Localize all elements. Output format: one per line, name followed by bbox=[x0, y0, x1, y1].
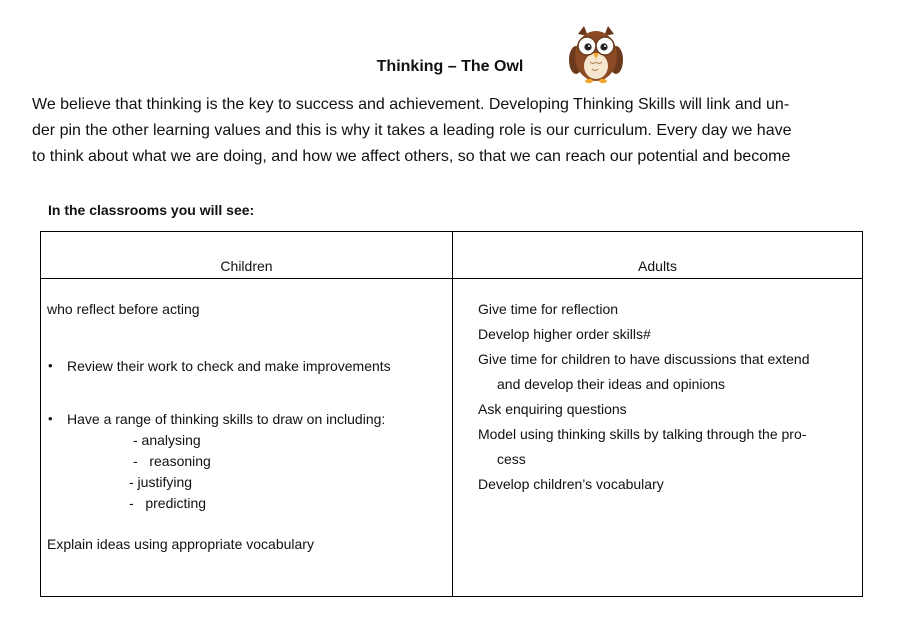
children-closing: Explain ideas using appropriate vocabulary bbox=[47, 536, 314, 552]
adult-line: Give time for children to have discussions that extend bbox=[478, 351, 810, 367]
list-item: • Review their work to check and make improvements bbox=[67, 358, 391, 374]
skills-table bbox=[40, 231, 863, 597]
adult-line: Develop children’s vocabulary bbox=[478, 476, 664, 492]
adult-line: Give time for reflection bbox=[478, 301, 619, 317]
column-header-adults: Adults bbox=[453, 232, 863, 279]
intro-line: to think about what we are doing, and how we affect others, so that we can reach our potential and become bbox=[32, 148, 791, 165]
page-title: Thinking – The Owl bbox=[376, 58, 524, 75]
adults-cell bbox=[453, 279, 863, 597]
skill-item: - reasoning bbox=[133, 453, 211, 469]
adult-line: Ask enquiring questions bbox=[478, 401, 627, 417]
list-item: • Have a range of thinking skills to draw on including: bbox=[67, 411, 385, 427]
adult-line: Model using thinking skills by talking through the pro- bbox=[478, 426, 807, 442]
skill-item: - predicting bbox=[129, 495, 207, 511]
children-intro: who reflect before acting bbox=[47, 301, 200, 317]
column-header-children: Children bbox=[41, 232, 453, 279]
section-heading: In the classrooms you will see: bbox=[48, 202, 255, 218]
skill-item: - justifying bbox=[129, 474, 193, 490]
children-cell bbox=[41, 279, 453, 597]
owl-icon bbox=[568, 26, 624, 84]
intro-line: der pin the other learning values and this is why it takes a leading role is our curriculum. Every day we have bbox=[32, 122, 792, 139]
adult-line: cess bbox=[497, 451, 526, 467]
adult-line: Develop higher order skills# bbox=[478, 326, 651, 342]
intro-line: We believe that thinking is the key to success and achievement. Developing Thinking Skills will link and un- bbox=[32, 96, 790, 113]
intro-paragraph bbox=[32, 92, 872, 170]
skill-item: - analysing bbox=[133, 432, 201, 448]
adult-line: and develop their ideas and opinions bbox=[497, 376, 726, 392]
